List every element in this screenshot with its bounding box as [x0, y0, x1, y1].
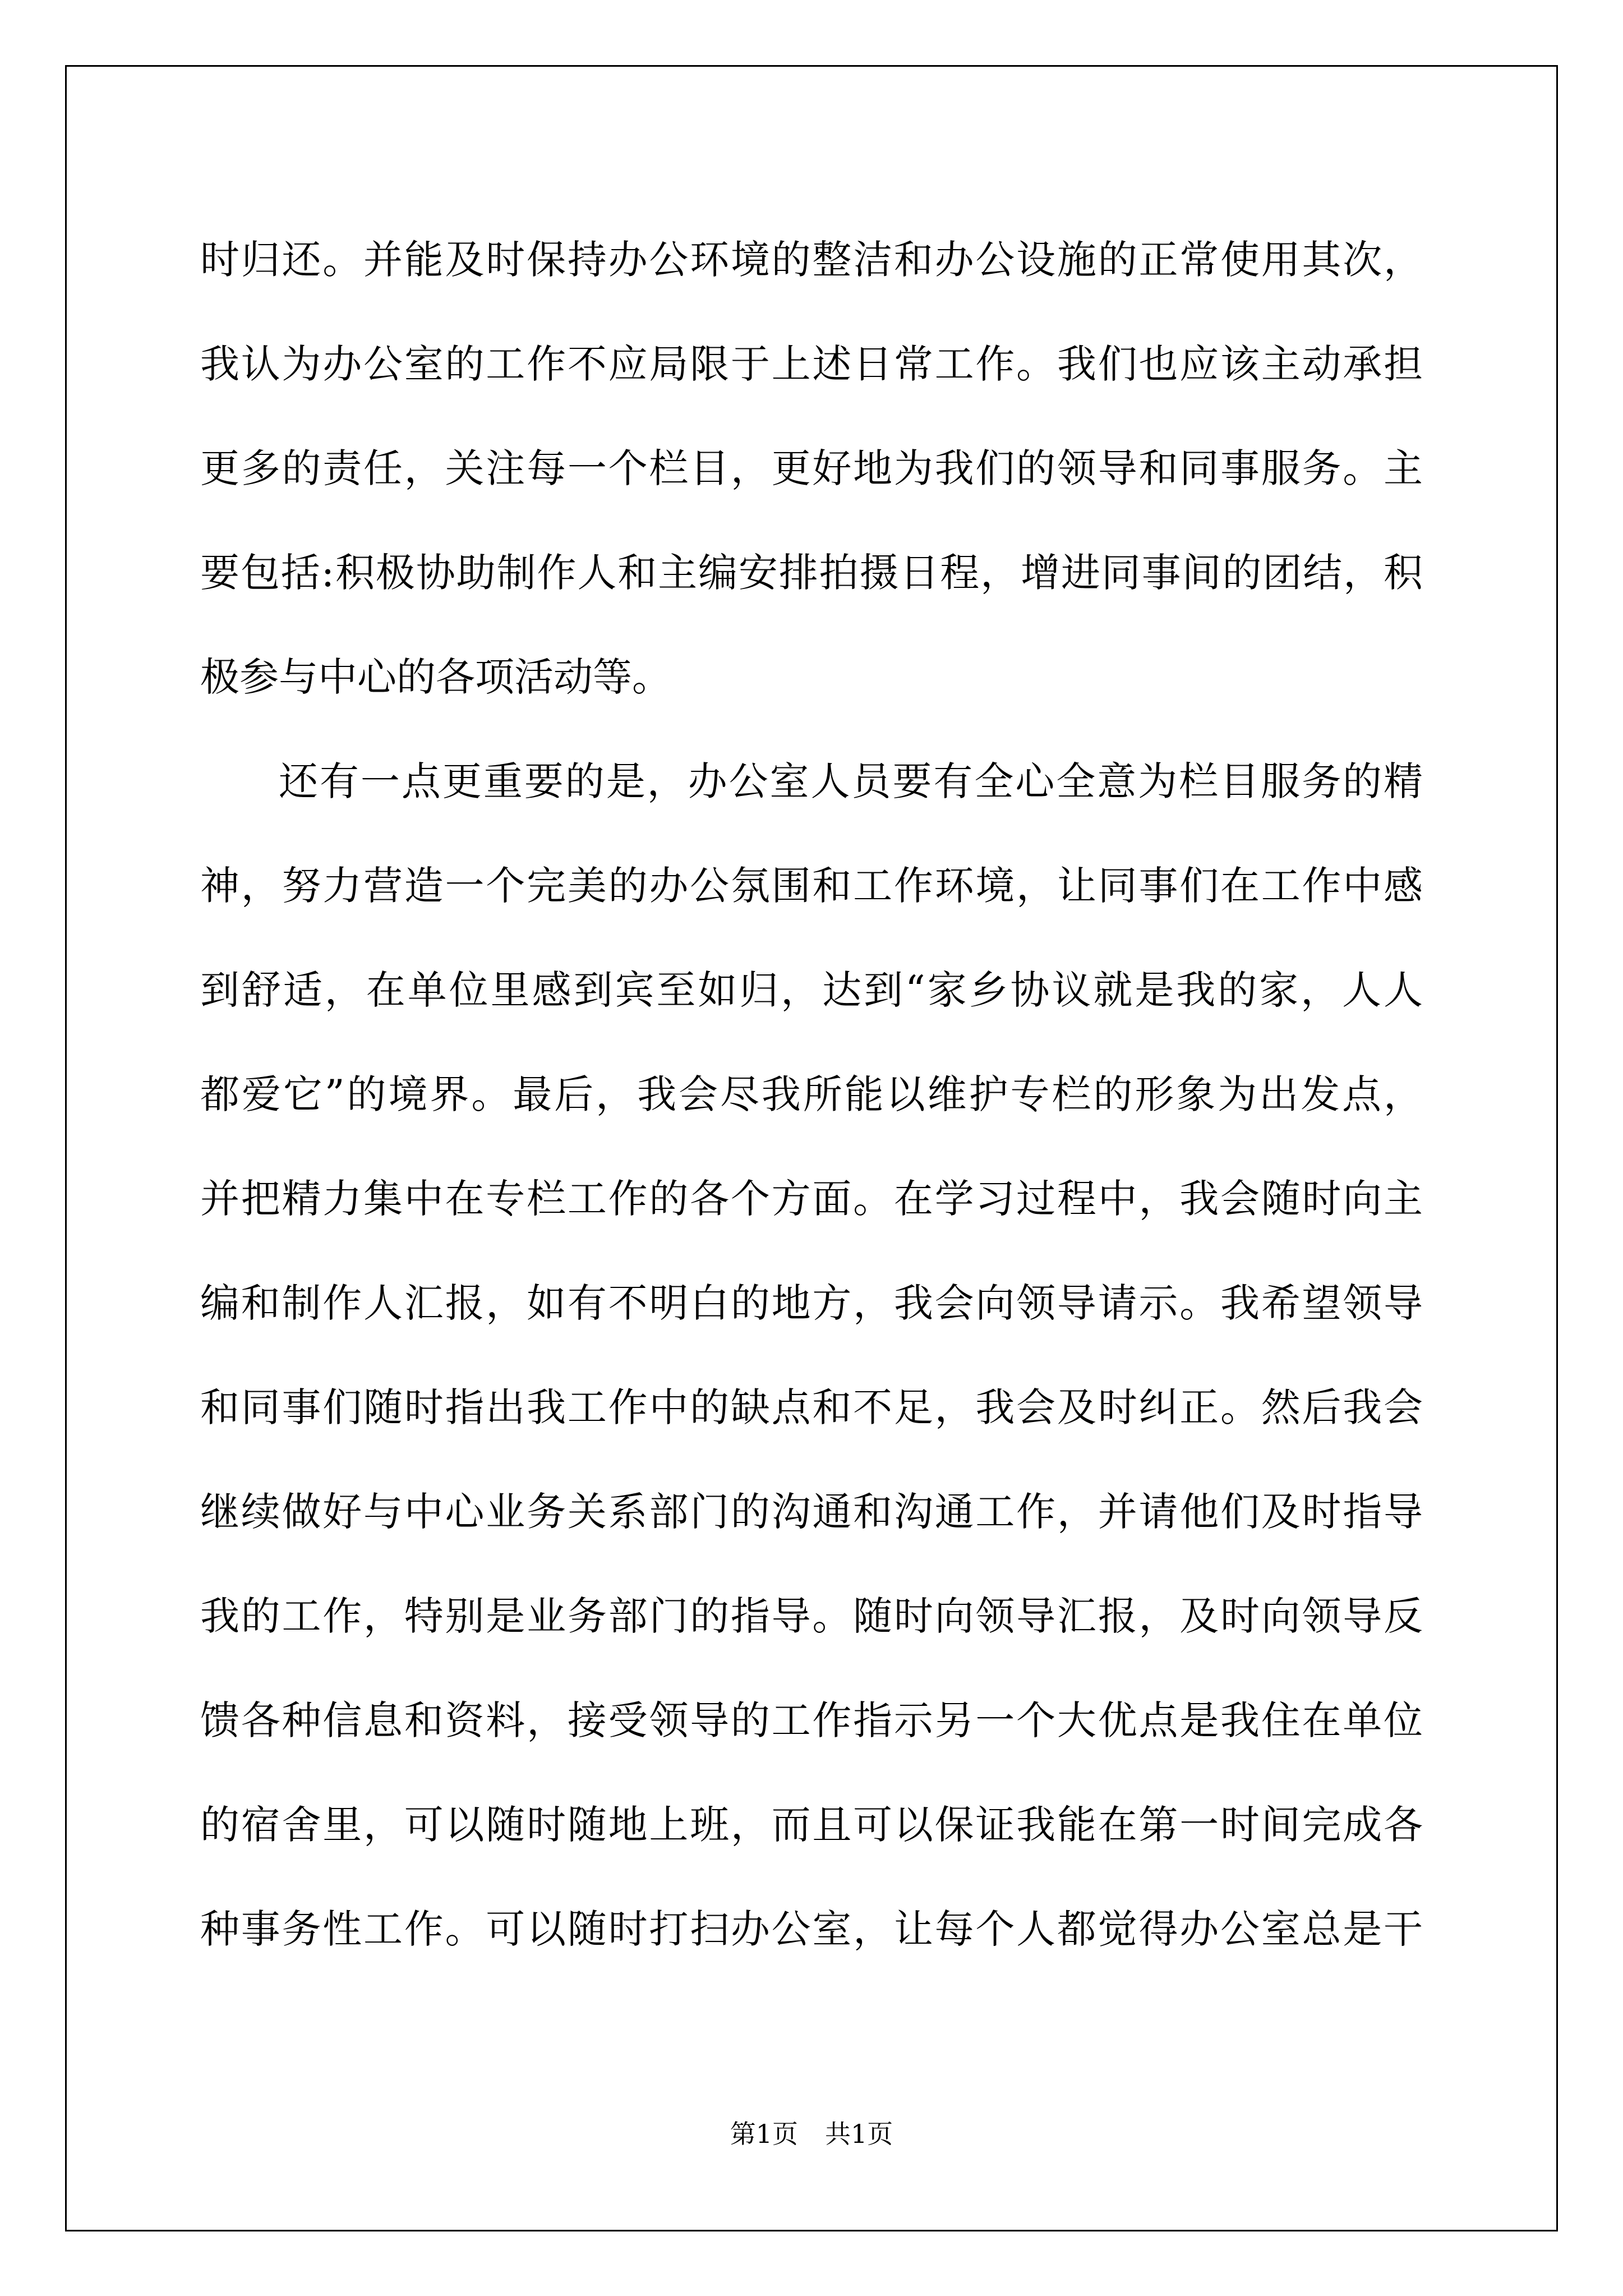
text-line: 更多的责任，关注每一个栏目，更好地为我们的领导和同事服务。主: [200, 445, 1423, 491]
text-line: 都爱它”的境界。最后，我会尽我所能以维护专栏的形象为出发点，: [200, 1071, 1423, 1117]
page-footer: [0, 2114, 1623, 2151]
text-line: 要包括:积极协助制作人和主编安排拍摄日程，增进同事间的团结，积: [200, 550, 1423, 596]
page-total: 共1页: [825, 2119, 893, 2149]
text-line: 和同事们随时指出我工作中的缺点和不足，我会及时纠正。然后我会: [200, 1384, 1423, 1430]
text-line: 时归还。并能及时保持办公环境的整洁和办公设施的正常使用其次，: [200, 237, 1423, 283]
text-line: 到舒适，在单位里感到宾至如归，达到“家乡协议就是我的家，人人: [200, 967, 1423, 1013]
text-line: 极参与中心的各项活动等。: [200, 654, 671, 700]
text-line: 我认为办公室的工作不应局限于上述日常工作。我们也应该主动承担: [200, 341, 1423, 387]
text-line: 我的工作，特别是业务部门的指导。随时向领导汇报，及时向领导反: [200, 1593, 1423, 1639]
text-line: 并把精力集中在专栏工作的各个方面。在学习过程中，我会随时向主: [200, 1176, 1423, 1222]
text-line: 种事务性工作。可以随时打扫办公室，让每个人都觉得办公室总是干: [200, 1906, 1423, 1952]
text-line: 继续做好与中心业务关系部门的沟通和沟通工作，并请他们及时指导: [200, 1489, 1423, 1535]
document-body: [200, 208, 1423, 1981]
text-line: 还有一点更重要的是，办公室人员要有全心全意为栏目服务的精: [279, 758, 1423, 804]
page-number: 第1页: [730, 2119, 798, 2149]
text-line: 编和制作人汇报，如有不明白的地方，我会向领导请示。我希望领导: [200, 1280, 1423, 1326]
text-line: 神，努力营造一个完美的办公氛围和工作环境，让同事们在工作中感: [200, 863, 1423, 909]
text-line: 的宿舍里，可以随时随地上班，而且可以保证我能在第一时间完成各: [200, 1802, 1423, 1848]
text-line: 馈各种信息和资料，接受领导的工作指示另一个大优点是我住在单位: [200, 1697, 1423, 1743]
